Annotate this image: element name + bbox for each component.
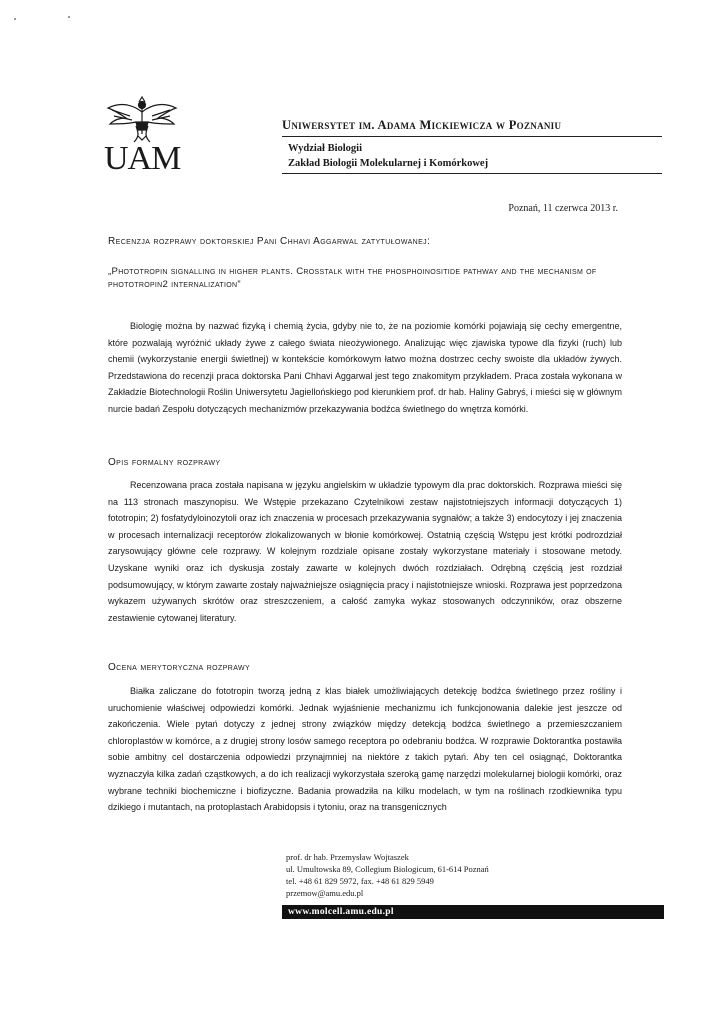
section-text-formal: Recenzowana praca została napisana w języku angielskim w układzie typowym dla prac doktorskich. Rozprawa mieści się na 113 stronach maszynopisu. We Wstępie przekazano Czytelnikowi zestaw najistotniejszych informacji dotyczących 1) fototropin; 2) fosfatydyloinozytoli oraz ich znaczenia w procesach przekazywania sygnałów; a także 3) endocytozy i jej znaczenia w procesach internalizacji receptorów zlokalizowanych w błonie komórkowej. Ostatnią częścią Wstępu jest krótki podrozdział zarysowujący główne cele rozprawy. W kolejnym rozdziale opisane zostały wykorzystane materiały i stosowane metody. Uzyskane wyniki oraz ich dyskusja zostały zawarte w kolejnych dwóch rozdziałach. Odrębną częścią jest rozdział podsumowujący, w którym zawarte zostały najważniejsze osiągnięcia pracy i najistotniejsze wnioski. Rozprawa jest poprzedzona wykazem używanych skrótów oraz streszczeniem, a całość zamyka wykaz stosowanych odczynników, oraz obszerne zestawienie cytowanej literatury. bbox=[108, 480, 622, 623]
university-name: Uniwersytet im. Adama Mickiewicza w Poznaniu bbox=[282, 118, 662, 137]
department-name: Zakład Biologii Molekularnej i Komórkowej bbox=[288, 158, 489, 169]
faculty-name: Wydział Biologii bbox=[288, 143, 362, 154]
letterhead bbox=[282, 118, 662, 174]
scan-speck bbox=[14, 18, 16, 20]
section-title-formal: Opis formalny rozprawy bbox=[108, 457, 221, 468]
footer-website: www.molcell.amu.edu.pl bbox=[282, 905, 664, 919]
review-title: Recenzja rozprawy doktorskiej Pani Chhavi Aggarwal zatytułowanej: bbox=[108, 236, 431, 247]
scan-speck bbox=[68, 16, 70, 18]
contact-name: prof. dr hab. Przemysław Wojtaszek bbox=[286, 852, 409, 862]
document-date: Poznań, 11 czerwca 2013 r. bbox=[508, 203, 618, 214]
section-title-merit: Ocena merytoryczna rozprawy bbox=[108, 662, 251, 673]
contact-phone: tel. +48 61 829 5972, fax. +48 61 829 5949 bbox=[286, 876, 434, 886]
section-text-merit: Białka zaliczane do fototropin tworzą jedną z klas białek umożliwiających detekcję bodźca świetlnego przez rośliny i uruchomienie właściwej odpowiedzi komórki. Jednak wyjaśnienie mechanizmu ich funkcjonowania dalekie jest jeszcze od zakończenia. Wiele pytań dotyczy z jednej strony związków między detekcją bodźca świetlnego a przemieszczaniem chloroplastów w komórce, a z drugiej strony losów samego receptora po odebraniu bodźca. W rozprawie Doktorantka postawiła sobie ambitny cel dostarczenia odpowiedzi przynajmniej na niektóre z takich pytań. Aby ten cel osiągnąć, Doktorantka wyznaczyła kilka zadań cząstkowych, a do ich realizacji wykorzystała szeroką gamę narzędzi molekularnej biologii komórki, oraz wybrane techniki biochemiczne i biofizyczne. Badania prowadziła na kilku modelach, w tym na roślinach rzodkiewnika typu dzikiego i mutantach, na protoplastach Arabidopsis i tytoniu, oraz na transgenicznych bbox=[108, 686, 622, 813]
contact-email: przemow@amu.edu.pl bbox=[286, 888, 364, 898]
eagle-emblem-icon bbox=[102, 96, 182, 144]
university-logo bbox=[102, 96, 182, 180]
logo-text: UAM bbox=[104, 140, 181, 177]
footer-contact bbox=[286, 851, 489, 899]
letterhead-divider bbox=[282, 173, 662, 174]
thesis-title: „Phototropin signalling in higher plants. Crosstalk with the phosphoinositide pathway and the mechanism of phototropin2 internalization” bbox=[108, 266, 597, 290]
intro-paragraph: Biologię można by nazwać fizyką i chemią życia, gdyby nie to, że na poziomie komórki pojawiają się cechy emergentne, które pozwalają wyróżnić układy żywe z całego świata nieożywionego. Analizując więc zjawiska typowe dla fizyki (ruch) lub chemii (wykorzystanie energii świetlnej) w kontekście komórkowym łatwo można dostrzec cechy swoiste dla układów żywych. Przedstawiona do recenzji praca doktorska Pani Chhavi Aggarwal jest tego znakomitym przykładem. Praca została wykonana w Zakładzie Biotechnologii Roślin Uniwersytetu Jagiellońskiego pod kierunkiem prof. dr hab. Haliny Gabryś, i mieści się w głównym nurcie badań Zespołu dotyczących mechanizmów przekazywania bodźca świetlnego do wnętrza komórki. bbox=[108, 321, 622, 414]
contact-address: ul. Umultowska 89, Collegium Biologicum, 61-614 Poznań bbox=[286, 864, 489, 874]
